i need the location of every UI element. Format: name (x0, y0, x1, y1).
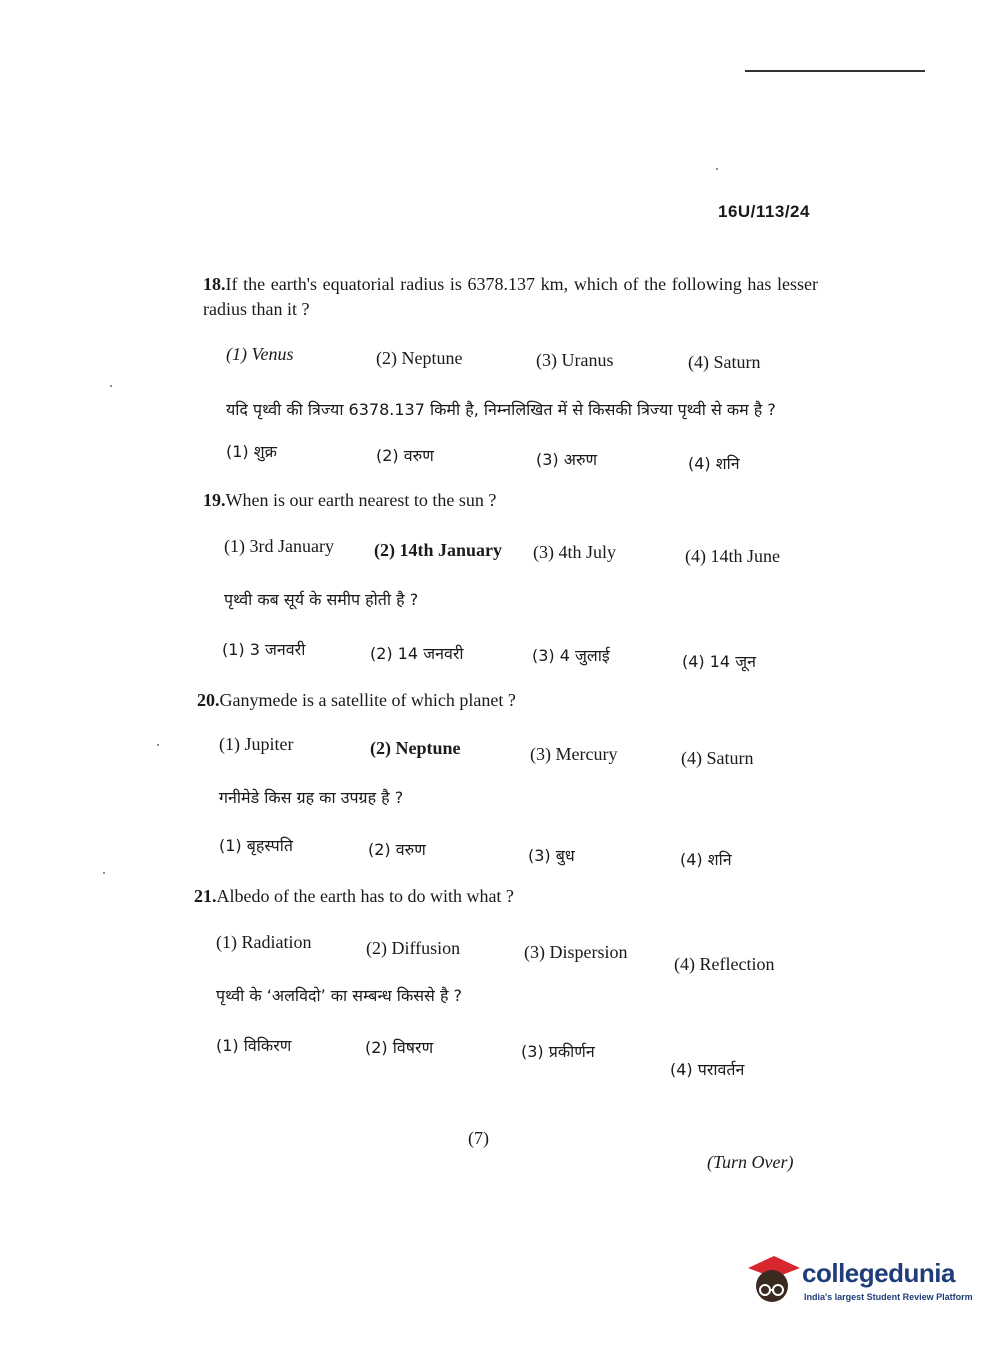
option-en-1: (1) Jupiter (219, 734, 294, 754)
question-text-en (203, 272, 818, 322)
option-hi-2: (2) वरुण (368, 840, 426, 859)
question-text-en (197, 688, 516, 713)
question-stem: Albedo of the earth has to do with what ? (216, 886, 514, 906)
question-number: 19. (203, 490, 226, 510)
option-hi-1: (1) बृहस्पति (219, 836, 293, 855)
question-text-en (203, 488, 496, 513)
option-hi-1: (1) 3 जनवरी (222, 640, 306, 659)
option-en-4: (4) Saturn (688, 352, 761, 372)
student-mascot-icon (742, 1250, 800, 1308)
scan-speck (157, 744, 159, 746)
option-en-3: (3) Mercury (530, 744, 618, 764)
option-en-1: (1) Radiation (216, 932, 312, 952)
question-text-hi: गनीमेडे किस ग्रह का उपग्रह है ? (219, 788, 404, 807)
option-hi-4: (4) शनि (688, 454, 740, 473)
collegedunia-logo (742, 1250, 972, 1310)
option-hi-1: (1) शुक्र (226, 442, 277, 461)
option-en-2: (2) Neptune (370, 738, 461, 758)
page-number: (7) (468, 1128, 489, 1148)
paper-code: 16U/113/24 (718, 202, 810, 221)
option-hi-3: (3) प्रकीर्णन (521, 1042, 595, 1061)
option-en-2: (2) Diffusion (366, 938, 461, 958)
option-hi-2: (2) विषरण (365, 1038, 434, 1057)
option-en-1: (1) Venus (226, 344, 294, 364)
brand-tagline: India's largest Student Review Platform (804, 1292, 973, 1302)
question-stem: When is our earth nearest to the sun ? (225, 490, 497, 510)
question-stem: Ganymede is a satellite of which planet ? (219, 690, 516, 710)
question-text-hi: यदि पृथ्वी की त्रिज्या 6378.137 किमी है, निम्नलिखित में से किसकी त्रिज्या पृथ्वी से कम है ? (226, 400, 776, 419)
question-text-hi: पृथ्वी कब सूर्य के समीप होती है ? (224, 590, 419, 609)
turn-over-label: (Turn Over) (707, 1152, 794, 1172)
option-hi-1: (1) विकिरण (216, 1036, 292, 1055)
option-en-4: (4) Saturn (681, 748, 754, 768)
option-en-3: (3) Uranus (536, 350, 614, 370)
option-en-2: (2) Neptune (376, 348, 463, 368)
question-number: 18. (203, 274, 226, 294)
option-hi-4: (4) परावर्तन (670, 1060, 745, 1079)
scan-speck (103, 872, 105, 874)
option-en-2: (2) 14th January (374, 540, 503, 560)
option-hi-3: (3) 4 जुलाई (532, 646, 610, 665)
option-hi-2: (2) 14 जनवरी (370, 644, 464, 663)
scan-speck (110, 385, 112, 387)
option-hi-3: (3) अरुण (536, 450, 598, 469)
question-20 (0, 688, 1001, 898)
question-text-hi: पृथ्वी के ‘अलविदो’ का सम्बन्ध किससे है ? (216, 986, 463, 1005)
scan-speck (716, 168, 718, 170)
option-en-4: (4) Reflection (674, 954, 775, 974)
question-19 (0, 488, 1001, 698)
question-text-en (194, 884, 514, 909)
brand-name: collegedunia (802, 1258, 955, 1288)
question-21 (0, 884, 1001, 1094)
option-hi-4: (4) 14 जून (682, 652, 756, 671)
option-en-1: (1) 3rd January (224, 536, 334, 556)
question-number: 20. (197, 690, 220, 710)
option-en-3: (3) 4th July (533, 542, 616, 562)
option-en-3: (3) Dispersion (524, 942, 628, 962)
option-hi-2: (2) वरुण (376, 446, 434, 465)
top-rule (745, 70, 925, 72)
question-stem: If the earth's equatorial radius is 6378.137 km, which of the following has lesser radius than it ? (203, 274, 818, 319)
option-en-4: (4) 14th June (685, 546, 780, 566)
question-number: 21. (194, 886, 217, 906)
option-hi-3: (3) बुध (528, 846, 575, 865)
option-hi-4: (4) शनि (680, 850, 732, 869)
question-18 (0, 272, 1001, 482)
